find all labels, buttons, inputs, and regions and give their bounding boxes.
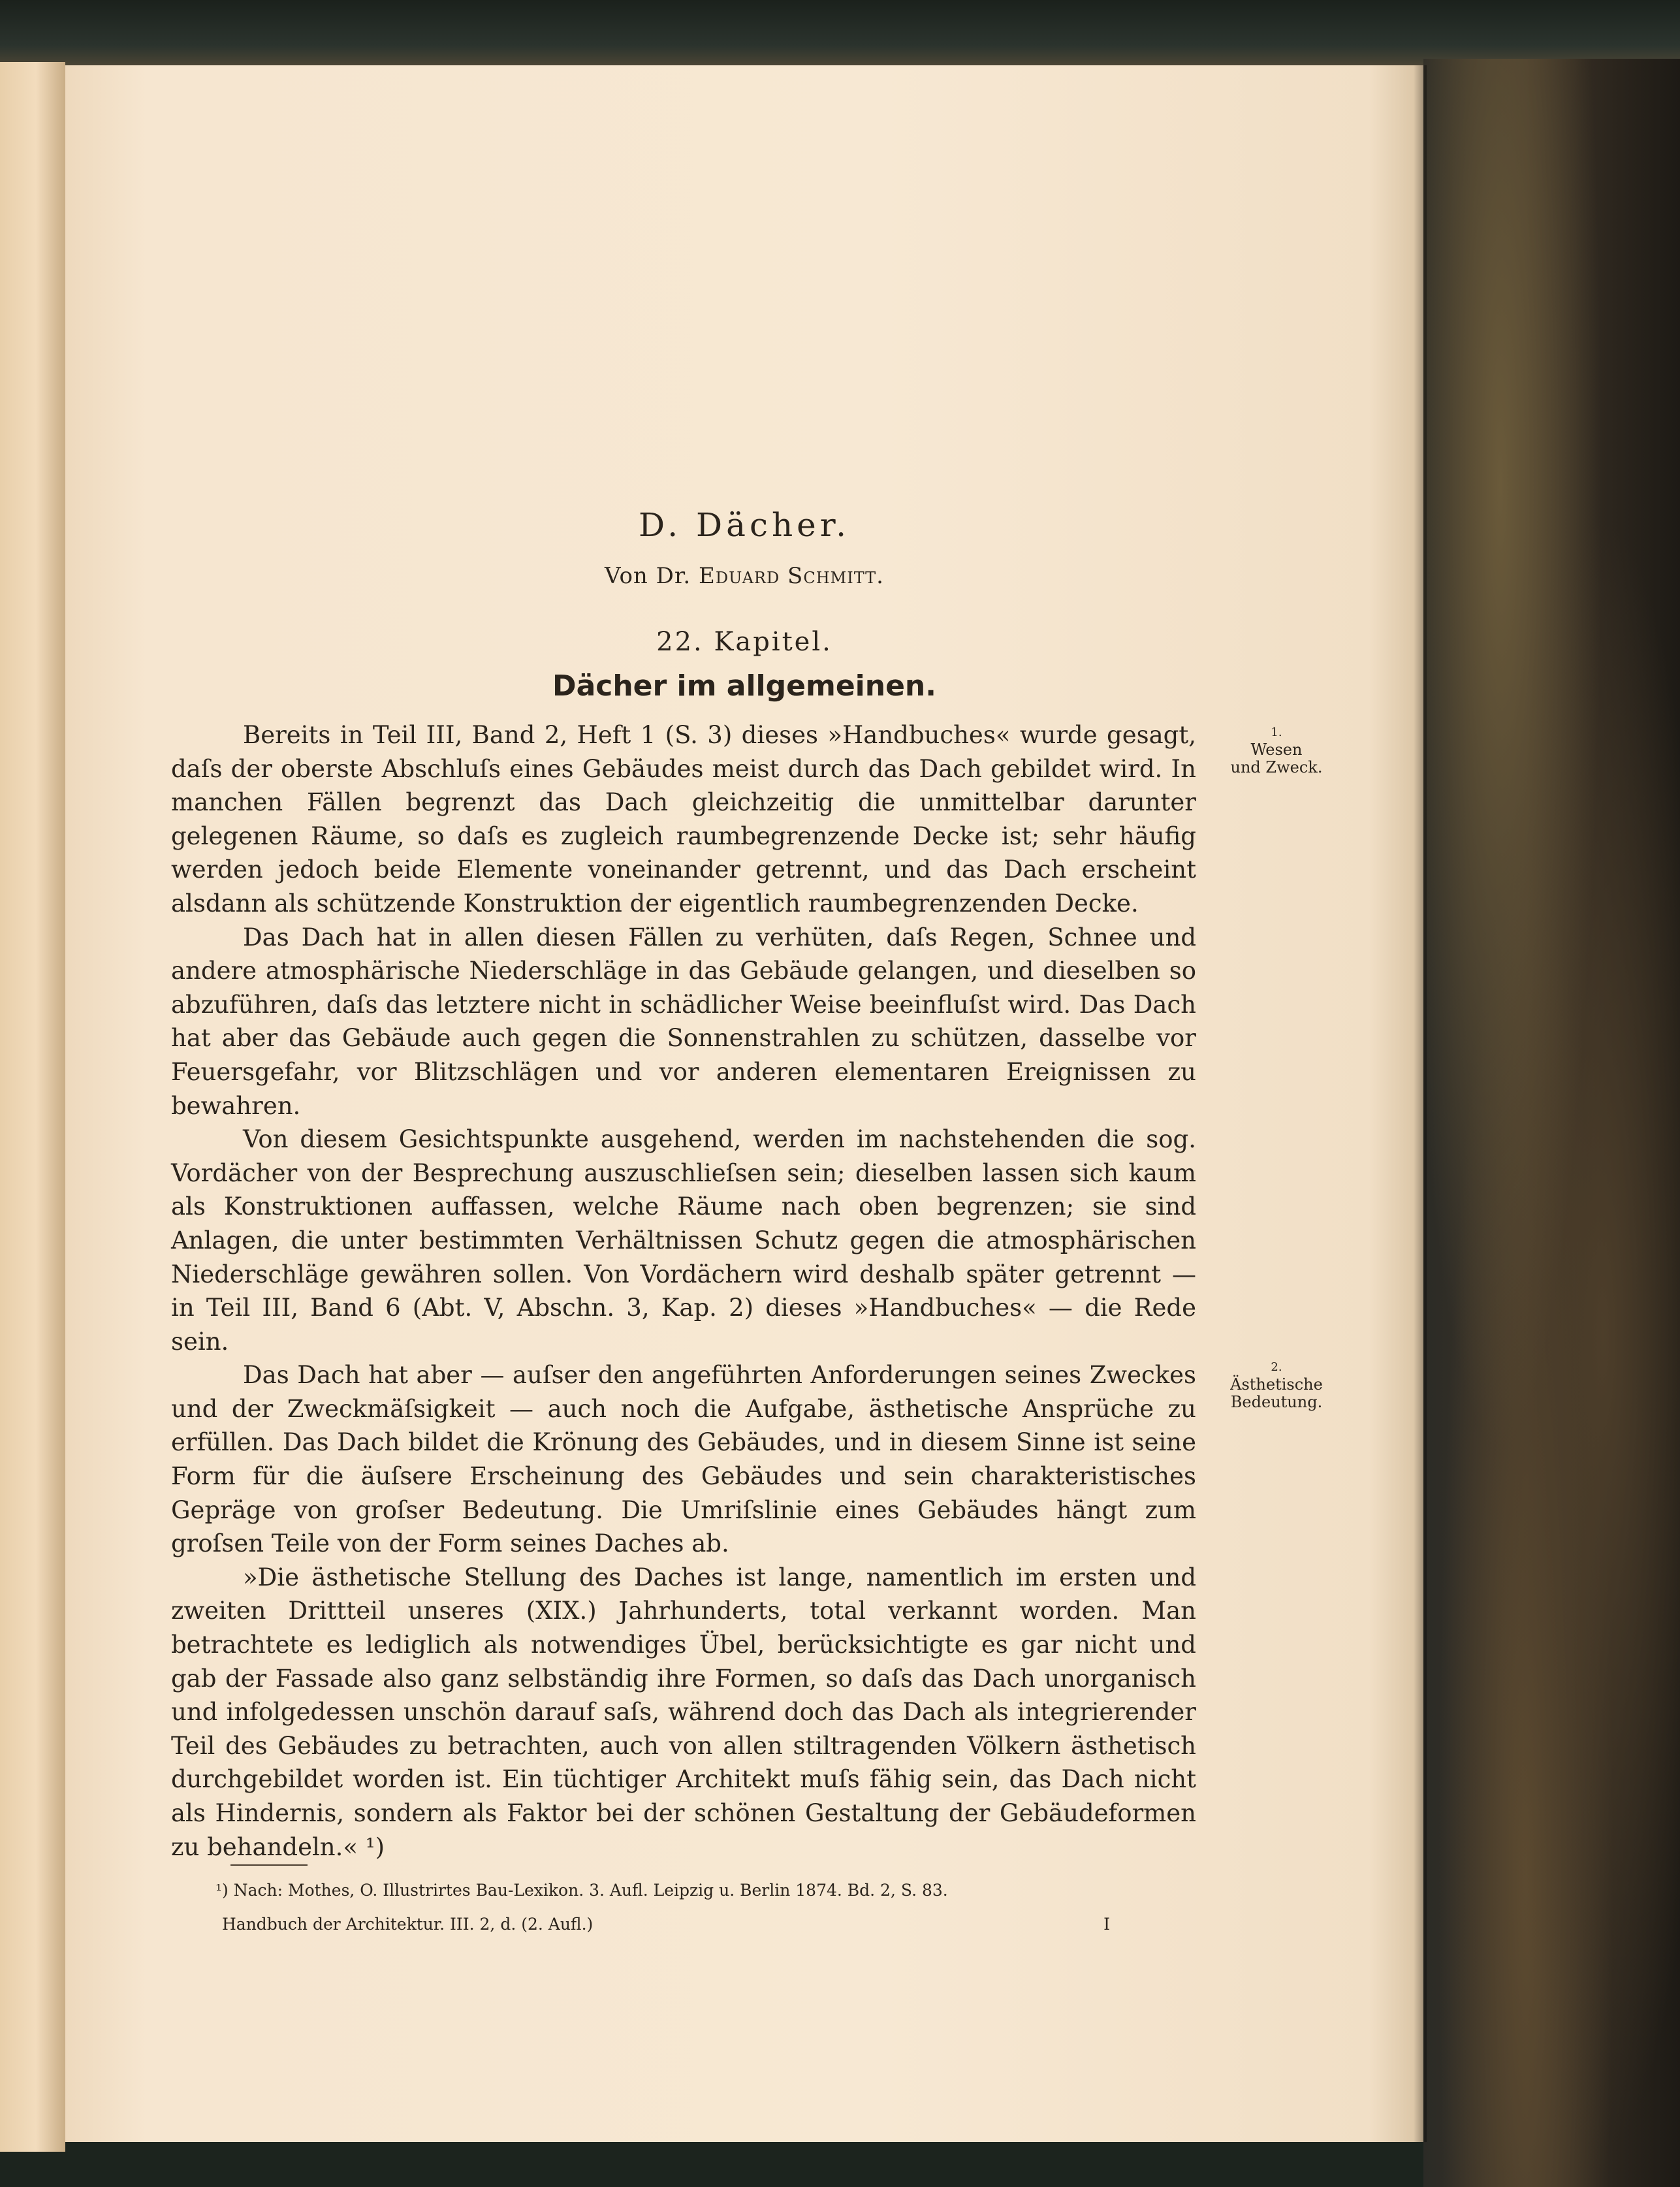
margin-note-1 [1208, 724, 1345, 776]
author-prefix: Von Dr. [605, 563, 691, 589]
author-line [457, 563, 1032, 589]
page-title: D. Dächer. [638, 506, 851, 544]
chapter-title: Dächer im allgemeinen. [552, 669, 936, 703]
book-spine-top [0, 0, 1680, 65]
footnote: ¹) Nach: Mothes, O. Illustrirtes Bau-Lexikon. 3. Aufl. Leipzig u. Berlin 1874. Bd. 2, S. 83. [215, 1881, 948, 1900]
margin-note-line: Bedeutung. [1230, 1393, 1323, 1411]
margin-note-number: 2. [1271, 1360, 1282, 1374]
margin-note-2 [1208, 1358, 1345, 1411]
margin-note-line: Wesen [1250, 741, 1303, 759]
margin-note-line: Ästhetische [1230, 1375, 1323, 1394]
paragraph: Das Dach hat aber — auſser den angeführten Anforderungen seines Zweckes und der Zweckmäſsigkeit — auch noch die Aufgabe, ästhetische Ansprüche zu erfüllen. Das Dach bildet die Krönung des Gebäudes, und in diesem Sinne ist seine Form für die äuſsere Erscheinung des Gebäudes und sein charakteristisches Gepräge von groſser Bedeutung. Die Umriſslinie eines Gebäudes hängt zum groſsen Teile von der Form seines Daches ab. [171, 1361, 1196, 1558]
page-shadow [1414, 65, 1427, 2142]
footnote-rule [230, 1864, 308, 1866]
page-number: I [1103, 1915, 1110, 1934]
book-marbled-edge [1423, 59, 1680, 2187]
paragraph: »Die ästhetische Stellung des Daches ist lange, namentlich im ersten und zweiten Drittteil unseres (XIX.) Jahrhunderts, total verkannt worden. Man betrachtete es lediglich als notwendiges Übel, berücksichtigte es gar nicht und gab der Fassade also ganz selbständig ihre Formen, so daſs das Dach unorganisch und infolgedessen unschön darauf saſs, während doch das Dach als integrierender Teil des Gebäudes zu betrachten, auch von allen stiltragenden Völkern ästhetisch durchgebildet worden ist. Ein tüchtiger Architekt muſs fähig sein, das Dach nicht als Hindernis, sondern als Faktor bei der schönen Gestaltung der Gebäudeformen zu behandeln.« ¹) [171, 1563, 1196, 1861]
left-page-edge [0, 62, 65, 2152]
body-text [171, 718, 1196, 1864]
chapter-number: 22. Kapitel. [656, 627, 832, 657]
paragraph: Das Dach hat in allen diesen Fällen zu verhüten, daſs Regen, Schnee und andere atmosphärische Niederschläge in das Gebäude gelangen, und dieselben so abzuführen, daſs das letztere nicht in schädlicher Weise beeinfluſst wird. Das Dach hat aber das Gebäude auch gegen die Sonnenstrahlen zu schützen, dasselbe vor Feuersgefahr, vor Blitzschlägen und vor anderen elementaren Ereignissen zu bewahren. [171, 923, 1196, 1120]
author-name: Eduard Schmitt. [699, 563, 884, 589]
margin-note-number: 1. [1271, 726, 1282, 739]
margin-note-line: und Zweck. [1230, 758, 1323, 776]
paragraph: Bereits in Teil III, Band 2, Heft 1 (S. 3) dieses »Handbuches« wurde gesagt, daſs der oberste Abschluſs eines Gebäudes meist durch das Dach gebildet wird. In manchen Fällen begrenzt das Dach gleichzeitig die unmittelbar darunter gelegenen Räume, so daſs es zugleich raumbegrenzende Decke ist; sehr häufig werden jedoch beide Elemente voneinander getrennt, und das Dach erscheint alsdann als schützende Konstruktion der eigentlich raumbegrenzenden Decke. [171, 721, 1196, 918]
paragraph: Von diesem Gesichtspunkte ausgehend, werden im nachstehenden die sog. Vordächer von der Besprechung auszuschlieſsen sein; dieselben lassen sich kaum als Konstruktionen auffassen, welche Räume nach oben begrenzen; sie sind Anlagen, die unter bestimmten Verhältnissen Schutz gegen die atmosphärischen Niederschläge gewähren sollen. Von Vordächern wird deshalb später getrennt — in Teil III, Band 6 (Abt. V, Abschn. 3, Kap. 2) dieses »Handbuches« — die Rede sein. [171, 1125, 1196, 1356]
footer-title: Handbuch der Architektur. III. 2, d. (2. Aufl.) [222, 1915, 594, 1934]
